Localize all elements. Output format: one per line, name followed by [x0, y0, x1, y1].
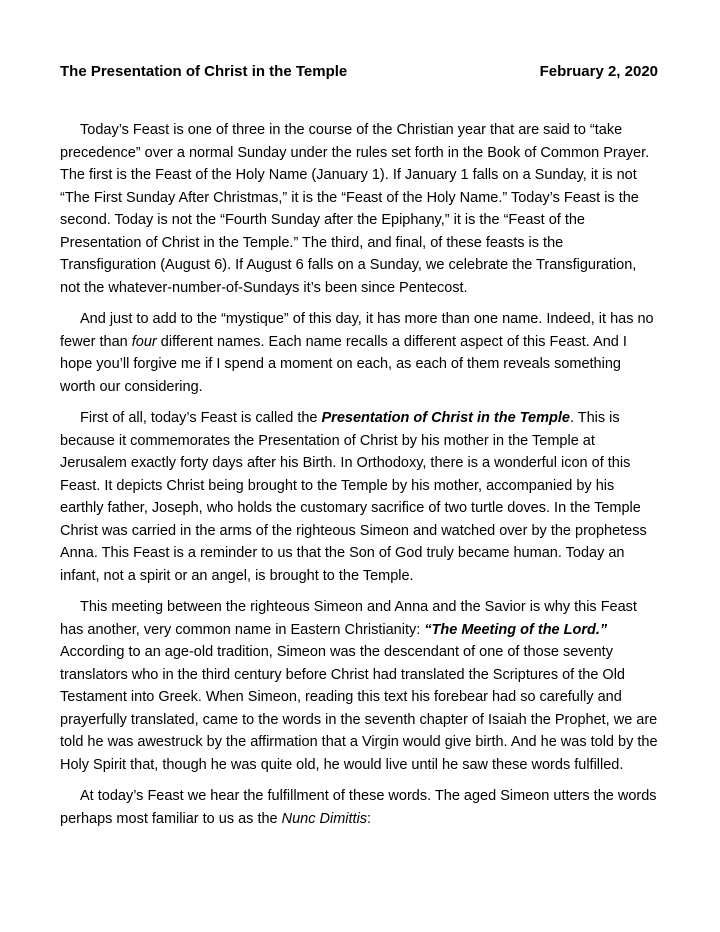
paragraph-4-text-c: According to an age-old tradition, Simeon was the descendant of one of those seventy translators who in the third century before Christ had translated the Scriptures of the Old Testament into Greek. When Simeon, reading this text his forebear had so carefully and prayerfully translated, came to the words in the seventh chapter of Isaiah the Prophet, we are told he was awestruck by the affirmation that a Virgin would give birth. And he was told by the Holy Spirit that, though he was quite old, he would live until he saw these words fulfilled.	[60, 644, 658, 773]
paragraph-4-text-a: This meeting between the righteous Simeon and Anna and the Savior is why this Feast has another, very common name in Eastern Christianity:	[60, 599, 637, 638]
paragraph-2-text-a: And just to add to the “mystique” of this day, it has more than one name. Indeed, it has no fewer than	[60, 311, 654, 350]
paragraph-1: Today’s Feast is one of three in the course of the Christian year that are said to “take precedence” over a normal Sunday under the rules set forth in the Book of Common Prayer. The first is the Feast of the Holy Name (January 1). If January 1 falls on a Sunday, it is not “The First Sunday After Christmas,” it is the “Feast of the Holy Name.” Today’s Feast is the second. Today is not the “Fourth Sunday after the Epiphany,” it is the “Feast of the Presentation of Christ in the Temple.” The third, and final, of these feasts is the Transfiguration (August 6). If August 6 falls on a Sunday, we celebrate the Transfiguration, not the whatever-number-of-Sundays it’s been since Pentecost.	[60, 122, 650, 296]
document-header	[60, 62, 658, 82]
paragraph-5-emphasis: Nunc Dimittis	[281, 810, 368, 827]
paragraph-2-text-c: different names. Each name recalls a different aspect of this Feast. And I hope you’ll forgive me if I spend a moment on each, as each of them reveals something worth our considering.	[60, 333, 627, 395]
paragraph-3	[60, 407, 660, 587]
paragraph-5-text-a: At today’s Feast we hear the fulfillment of these words. The aged Simeon utters the words perhaps most familiar to us as the	[60, 788, 657, 827]
paragraph-5-text-c: :	[367, 810, 372, 827]
paragraph-4-emphasis: “The Meeting of the Lord.”	[424, 621, 608, 638]
paragraph-2	[60, 308, 660, 398]
paragraph-4	[60, 596, 660, 776]
paragraph-3-emphasis: Presentation of Christ in the Temple	[321, 410, 570, 426]
paragraph-3-text-c: . This is because it commemorates the Presentation of Christ by his mother in the Temple at Jerusalem exactly forty days after his Birth. In Orthodoxy, there is a wonderful icon of this Feast. It depicts Christ being brought to the Temple by his mother, accompanied by his earthly father, Joseph, who holds the customary sacrifice of two turtle doves. In the Temple Christ was carried in the arms of the righteous Simeon and watched over by the prophetess Anna. This Feast is a reminder to us that the Son of God truly became human. Today an infant, not a spirit or an angel, is brought to the Temple.	[60, 410, 647, 584]
paragraph-3-text-a: First of all, today’s Feast is called the	[80, 410, 322, 426]
document-title: The Presentation of Christ in the Temple	[60, 63, 348, 80]
document-body	[60, 119, 660, 839]
document-date: February 2, 2020	[539, 63, 658, 80]
paragraph-2-emphasis: four	[131, 333, 157, 350]
paragraph-5	[60, 785, 660, 830]
